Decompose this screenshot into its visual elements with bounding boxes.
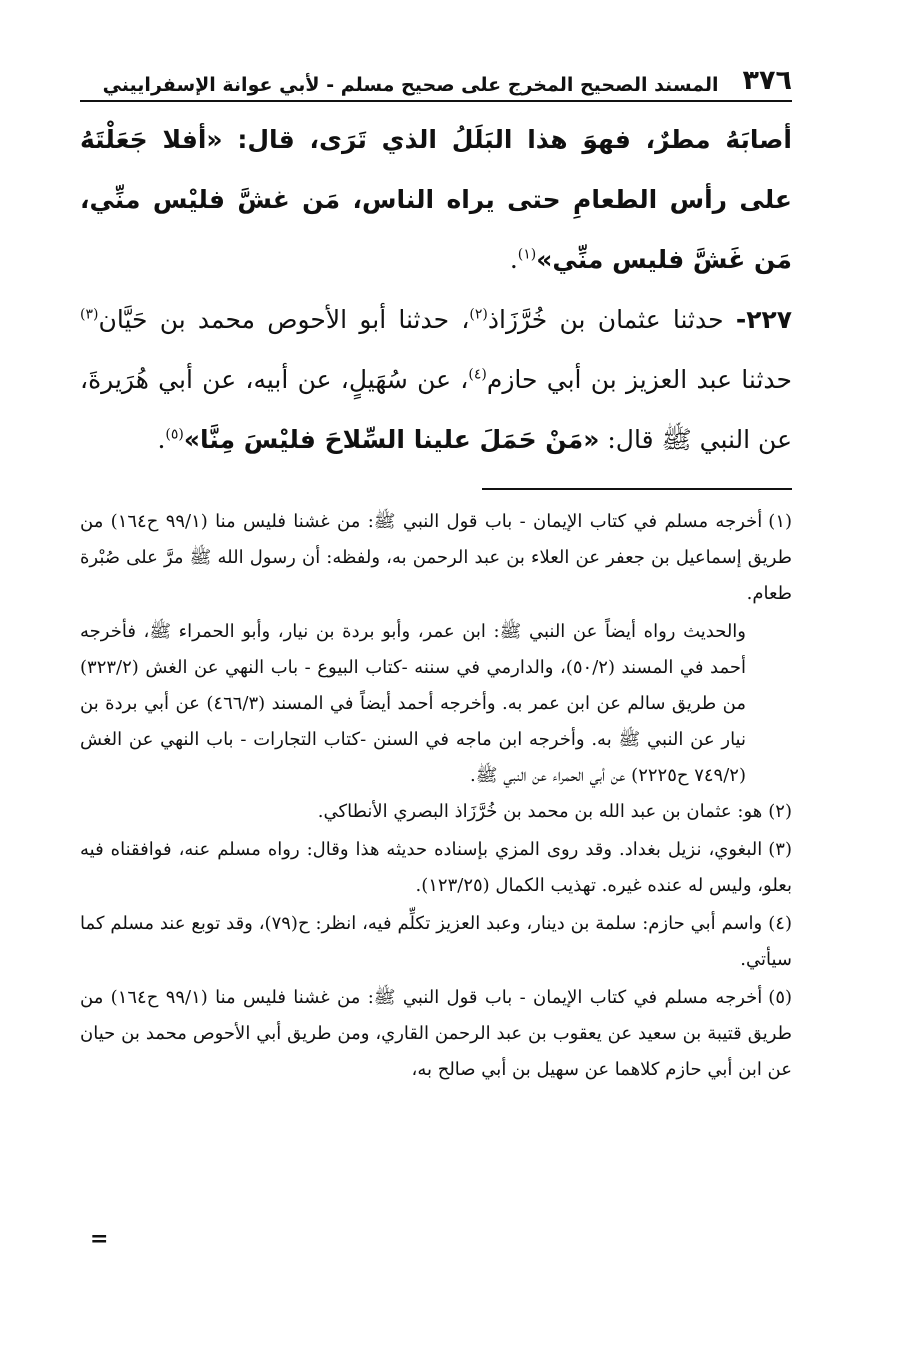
isnad-part-c: حدثنا عبد العزيز بن أبي حازم bbox=[486, 365, 792, 394]
footnote-text: أخرجه مسلم في كتاب الإيمان - باب قول النبي ﷺ: من غشنا فليس منا (٩٩/١ ح١٦٤) من طريق إسماعيل بن جعفر عن العلاء بن عبد الرحمن به، ولفظه: أن رسول الله ﷺ مرَّ على صُبْرة طعام. bbox=[80, 511, 792, 604]
footnote-ref-3: (٣) bbox=[80, 306, 99, 323]
footnote-divider bbox=[482, 488, 792, 490]
continuation-mark: = bbox=[90, 1226, 109, 1252]
footnote-3 bbox=[80, 832, 792, 904]
main-text bbox=[80, 110, 792, 470]
footnote-2 bbox=[80, 794, 792, 830]
isnad-part-b: ، حدثنا أبو الأحوص محمد بن حَيَّان bbox=[98, 305, 470, 334]
page-number: ٣٧٦ bbox=[742, 65, 792, 96]
page-header bbox=[80, 62, 792, 102]
footnote-ref-1: (١) bbox=[517, 246, 537, 263]
footnote-number: (٣) bbox=[768, 839, 792, 860]
main-paragraph-2: ٢٢٧- حدثنا عثمان بن خُرَّزَاذ$^{(٢)}$، حدثنا أبو الأحوص محمد بن حَيَّان$^{(٣)}$ حدثنا عبد العزيز بن أبي حازم$^{(٤)}$، عن سُهَيلٍ، عن أبيه، عن أبي هُرَيرةَ، عن النبي ﷺ قال: «مَنْ حَمَلَ علينا السِّلاحَ فليْسَ مِنَّا»$^{(٥)}$. bbox=[80, 305, 792, 454]
footnote-ref-4: (٤) bbox=[468, 366, 487, 383]
main-paragraph-1: أصابَهُ مطرٌ، فهوَ هذا البَلَلُ الذي تَرَى، قال: «أفلا جَعَلْتَهُ على رأس الطعامِ حتى يراه الناس، مَن غشَّ فليْس منِّي، مَن غَشَّ فليس منِّي»$^{(١)}$. bbox=[80, 125, 792, 274]
footnote-text: البغوي، نزيل بغداد. وقد روى المزي بإسناده حديثه هذا وقال: رواه مسلم عنه، فوافقناه فيه بعلو، وليس له عنده غيره. تهذيب الكمال (١٢٣/٢٥). bbox=[80, 839, 792, 896]
footnote-text: هو: عثمان بن عبد الله بن محمد بن خُرَّزَاذ البصري الأنطاكي. bbox=[317, 801, 763, 822]
footnote-4 bbox=[80, 906, 792, 978]
footnote-ref-2: (٢) bbox=[469, 306, 488, 323]
footnote-number: (٤) bbox=[768, 913, 792, 934]
footnote-text: واسم أبي حازم: سلمة بن دينار، وعبد العزيز تكلِّم فيه، انظر: ح(٧٩)، وقد توبع عند مسلم كما سيأتي. bbox=[80, 913, 792, 970]
footnote-text: أخرجه مسلم في كتاب الإيمان - باب قول النبي ﷺ: من غشنا فليس منا (٩٩/١ ح١٦٤) من طريق قتيبة بن سعيد عن يعقوب بن عبد الرحمن القاري، ومن طريق أبي الأحوص محمد بن حيان عن ابن أبي حازم كلاهما عن سهيل بن أبي صالح به، bbox=[80, 987, 792, 1080]
hadith-matn: «مَنْ حَمَلَ علينا السِّلاحَ فليْسَ مِنَّا» bbox=[183, 425, 600, 454]
footnotes bbox=[80, 504, 792, 1088]
footnote-5 bbox=[80, 980, 792, 1088]
footnote-1-extra: والحديث رواه أيضاً عن النبي ﷺ: ابن عمر، وأبو بردة بن نيار، وأبو الحمراء ﷺ، فأخرجه أحمد في المسند (٥٠/٢)، والدارمي في سننه -كتاب البيوع - باب النهي عن الغش (٣٢٣/٢) من طريق سالم عن ابن عمر به. وأخرجه أحمد أيضاً في المسند (٤٦٦/٣) عن أبي بردة بن نيار عن النبي ﷺ به. وأخرجه ابن ماجه في السنن -كتاب التجارات - باب النهي عن الغش (٧٤٩/٢ ح٢٢٢٥) عن أبي الحمراء عن النبي ﷺ. bbox=[80, 621, 746, 786]
footnote-number: (٢) bbox=[768, 801, 792, 822]
footnote-1 bbox=[80, 504, 792, 612]
footnote-number: (٥) bbox=[768, 987, 793, 1008]
isnad-part-d: ، عن سُهَيلٍ، عن أبيه، عن أبي هُرَيرةَ، عن النبي ﷺ قال: bbox=[80, 365, 792, 454]
isnad-part-a: حدثنا عثمان بن خُرَّزَاذ bbox=[487, 305, 736, 334]
hadith-number: ٢٢٧- bbox=[735, 305, 792, 334]
footnote-number: (١) bbox=[768, 511, 793, 532]
hadith-continuation-text: أصابَهُ مطرٌ، فهوَ هذا البَلَلُ الذي تَرَى، قال: «أفلا جَعَلْتَهُ على رأس الطعامِ حتى يراه الناس، مَن غشَّ فليْس منِّي، مَن غَشَّ فليس منِّي» bbox=[80, 125, 792, 274]
footnote-ref-5: (٥) bbox=[165, 426, 184, 443]
page bbox=[80, 62, 792, 1090]
running-title: المسند الصحيح المخرج على صحيح مسلم - لأبي عوانة الإسفراييني bbox=[102, 74, 719, 96]
